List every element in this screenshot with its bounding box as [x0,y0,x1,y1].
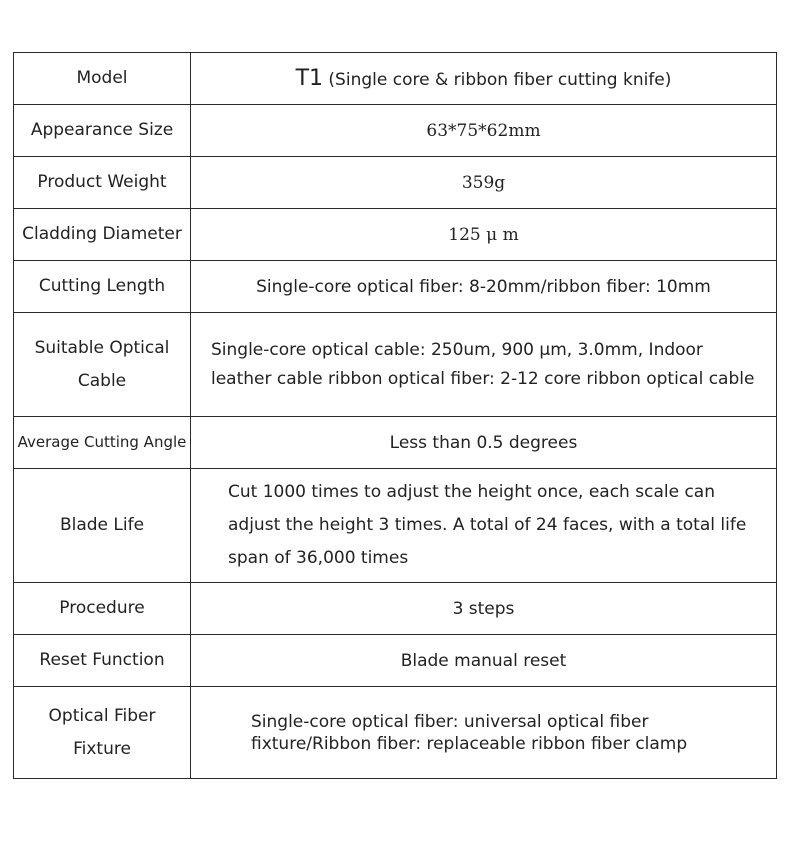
fixture-description: Single-core optical fiber: universal optical fiber fixture/Ribbon fiber: replaceable ribbon fiber clamp [251,711,688,754]
table-row [14,105,777,157]
table-row [14,53,777,105]
table-row [14,583,777,635]
blade-life-description: Cut 1000 times to adjust the height once, each scale can adjust the height 3 times. A total of 24 faces, with a total life span of 36,000 times [228,482,747,568]
label-line-1: Suitable Optical [34,337,170,358]
row-label-reset-function: Reset Function [14,635,191,687]
row-value-product-weight: 359g [191,157,777,209]
row-label-procedure: Procedure [14,583,191,635]
row-label-appearance-size: Appearance Size [14,105,191,157]
label-line-2: Fixture [73,738,131,759]
spec-table [13,52,777,779]
label-line-1: Optical Fiber [48,705,156,726]
table-row [14,313,777,417]
label-line-2: Cable [77,370,127,391]
table-row [14,469,777,583]
table-row [14,261,777,313]
row-value-procedure: 3 steps [191,583,777,635]
row-value-cladding-diameter: 125 μ m [191,209,777,261]
row-label-model: Model [14,53,191,105]
row-value-optical-fiber-fixture [191,687,777,779]
table-row [14,687,777,779]
row-value-model [191,53,777,105]
row-value-average-cutting-angle: Less than 0.5 degrees [191,417,777,469]
model-name: T1 [295,66,324,91]
table-row [14,209,777,261]
row-label-average-cutting-angle: Average Cutting Angle [14,417,191,469]
row-value-blade-life [191,469,777,583]
row-label-cutting-length: Cutting Length [14,261,191,313]
row-label-cladding-diameter: Cladding Diameter [14,209,191,261]
row-label-product-weight: Product Weight [14,157,191,209]
table-row [14,635,777,687]
row-label-blade-life: Blade Life [14,469,191,583]
row-label-optical-fiber-fixture [14,687,191,779]
row-value-appearance-size: 63*75*62mm [191,105,777,157]
row-label-suitable-optical-cable [14,313,191,417]
row-value-reset-function: Blade manual reset [191,635,777,687]
table-row [14,157,777,209]
model-description: (Single core & ribbon fiber cutting knife) [328,70,672,90]
table-row [14,417,777,469]
row-value-cutting-length: Single-core optical fiber: 8-20mm/ribbon fiber: 10mm [191,261,777,313]
row-value-suitable-optical-cable [191,313,777,417]
cable-description: Single-core optical cable: 250um, 900 μm, 3.0mm, Indoor leather cable ribbon optical fiber: 2-12 core ribbon optical cable [211,339,755,389]
